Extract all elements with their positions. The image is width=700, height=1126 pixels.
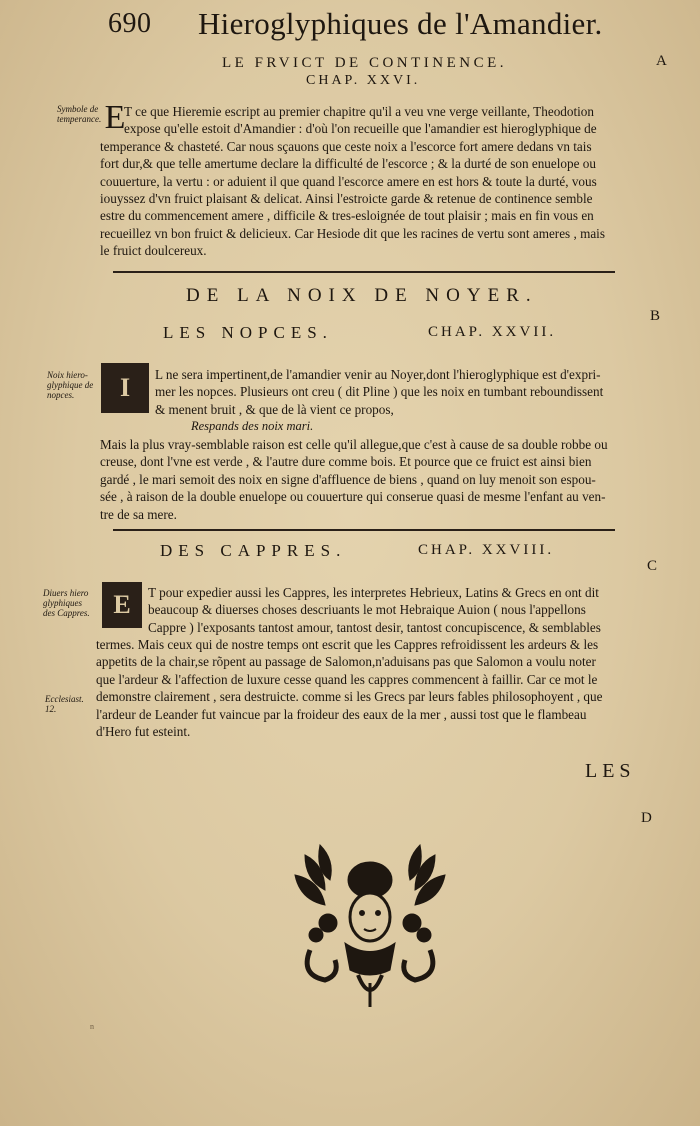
catchword: LES [585, 760, 636, 782]
text-line: creuse, dont l'vne est verde , & l'autre dure comme bois. Et pource que ce fruict est ainsi bien [100, 454, 592, 470]
marginal-line: des Cappres. [43, 608, 90, 618]
text-line: mer les nopces. Plusieurs ont creu ( dit Pline ) que les noix en tumbant reboundissent [155, 384, 604, 400]
section1-body [100, 103, 660, 260]
fruit-cluster [319, 914, 337, 932]
fruit-cluster [417, 928, 431, 942]
margin-letter-d: D [641, 810, 652, 826]
running-title: Hieroglyphiques de l'Amandier. [198, 6, 603, 41]
text-line: L ne sera impertinent,de l'amandier venir au Noyer,dont l'hieroglyphique est d'expri- [155, 367, 601, 382]
ornamental-dropcap-i [101, 363, 149, 413]
text-line: gardé , le mari semoit des noix en signe d'affluence de biens , quand on luy menoit son espou- [100, 471, 596, 487]
mask-eye [360, 911, 365, 916]
ornamental-dropcap-e [102, 582, 142, 628]
marginal-line: glyphique de [47, 380, 94, 390]
section1-chapter: CHAP. XXVI. [306, 73, 421, 88]
text-line: couuerture, la vertu : or aduient il que quand l'escorce amere en est hors & toute la durté, vous [100, 173, 597, 189]
section2-subtitle: LES NOPCES. [163, 323, 333, 342]
marginal-line: 12. [45, 704, 57, 714]
text-line: appetits de la chair,se rõpent au passage de Salomon,n'aduisans pas que Salomon a voulu noter [96, 654, 596, 670]
text-line: l'ardeur de Leander fut vaincue par la froideur des eaux de la mer , aussi tost que le flambeau [96, 706, 587, 722]
marginal-line: Noix hiero- [47, 370, 88, 380]
section2-chapter: CHAP. XXVII. [428, 324, 557, 340]
text-line: Cappre ) l'exposants tantost amour, tantost desir, tantost concupiscence, & semblables [148, 619, 601, 635]
dropcap-letter: E [113, 590, 131, 619]
marginal-line: nopces. [47, 390, 75, 400]
text-line: temperance & chasteté. Car nous sçauons que ceste noix a l'escorce fort amere dedans vn tais [100, 138, 592, 154]
marginal-note-noix [47, 370, 102, 400]
text-line: tre de sa mere. [100, 506, 177, 522]
text-line: fort dur,& que telle amertume declare la difficulté de l'escorce ; & la durté de son enuelope ou [100, 156, 596, 172]
text-line: estre du commencement amere , difficile & tres-esloignée de tout plaisir ; mais en fin vous en [100, 208, 594, 224]
marginal-line: glyphiques [43, 598, 82, 608]
section2-body [100, 436, 660, 523]
text-line: que l'ardeur & l'affection de luxure cesse quand les cappres commencent à faillir. Car ce mot le [96, 671, 598, 687]
text-line: sée , à raison de la double enuelope ou couuerture qui conserue quasi de mesme l'enfant au ven- [100, 489, 606, 505]
stray-mark: n [90, 1022, 94, 1031]
fruit-cluster [403, 914, 421, 932]
section2-title: DE LA NOIX DE NOYER. [186, 285, 538, 306]
text-line: le fruict doulcereux. [100, 243, 207, 259]
quote-line: Respands des noix mari. [191, 419, 314, 434]
marginal-note-cappres [43, 588, 98, 618]
text-line: Mais la plus vray-semblable raison est celle qu'il allegue,que c'est à cause de sa double robbe ou [100, 437, 608, 452]
marginal-line: temperance. [57, 114, 102, 124]
section-divider [113, 271, 615, 273]
text-line: beaucoup & diuerses choses descriuants le mot Hebraique Auion ( nous l'appellons [148, 602, 586, 618]
marginal-line: Diuers hiero [43, 588, 89, 598]
text-line: T ce que Hieremie escript au premier chapitre qu'il a veu vne verge veillante, Theodotion [124, 104, 594, 119]
mask-face [350, 893, 390, 941]
section3-title: DES CAPPRES. [160, 541, 347, 560]
section3-intro [148, 584, 660, 636]
right-scroll [404, 950, 433, 980]
text-line: & menent bruit , & que de là vient ce propos, [155, 401, 394, 417]
dropcap-letter: E [104, 99, 126, 136]
text-line: demonstre clairement , sera destruicte. comme si les Grecs par leurs fables philosophoyent , que [96, 689, 603, 705]
fruit-cluster [309, 928, 323, 942]
text-line: expose qu'elle estoit d'Amandier : d'où l'on recueille que l'amandier est hieroglyphique de [124, 121, 597, 137]
margin-letter-b: B [650, 308, 661, 324]
margin-letter-c: C [647, 558, 658, 574]
dropcap-letter: I [119, 373, 131, 402]
section2-intro [155, 366, 660, 436]
left-scroll [307, 950, 336, 980]
marginal-line: Ecclesiast. [45, 694, 84, 704]
section-divider [113, 529, 615, 531]
text-line: termes. Mais ceux qui de nostre temps ont escrit que les Cappres refroidissent les ardeurs & les [96, 637, 599, 652]
margin-letter-a: A [656, 53, 667, 69]
text-line: recueillez vn bon fruict & delicieux. Car Hesiode dit que les racines de vertu sont ameres , mais [100, 225, 605, 241]
section3-chapter: CHAP. XXVIII. [418, 542, 555, 558]
marginal-note-ecclesiast [45, 694, 95, 714]
text-line: T pour expedier aussi les Cappres, les interpretes Hebrieux, Latins & Grecs en ont dit [148, 585, 599, 600]
text-line: iouyssez d'vn fruict plaisant & delicat. Ainsi l'estroicte garde & retenue de continence semble [100, 191, 593, 207]
text-line: d'Hero fut esteint. [96, 724, 191, 740]
section1-title: LE FRVICT DE CONTINENCE. [222, 55, 508, 71]
torso-shape [345, 943, 395, 975]
page-number: 690 [108, 8, 152, 39]
marginal-line: Symbole de [57, 104, 99, 114]
section3-body [96, 636, 660, 740]
mask-eye [376, 911, 381, 916]
tailpiece-ornament [280, 835, 460, 1010]
